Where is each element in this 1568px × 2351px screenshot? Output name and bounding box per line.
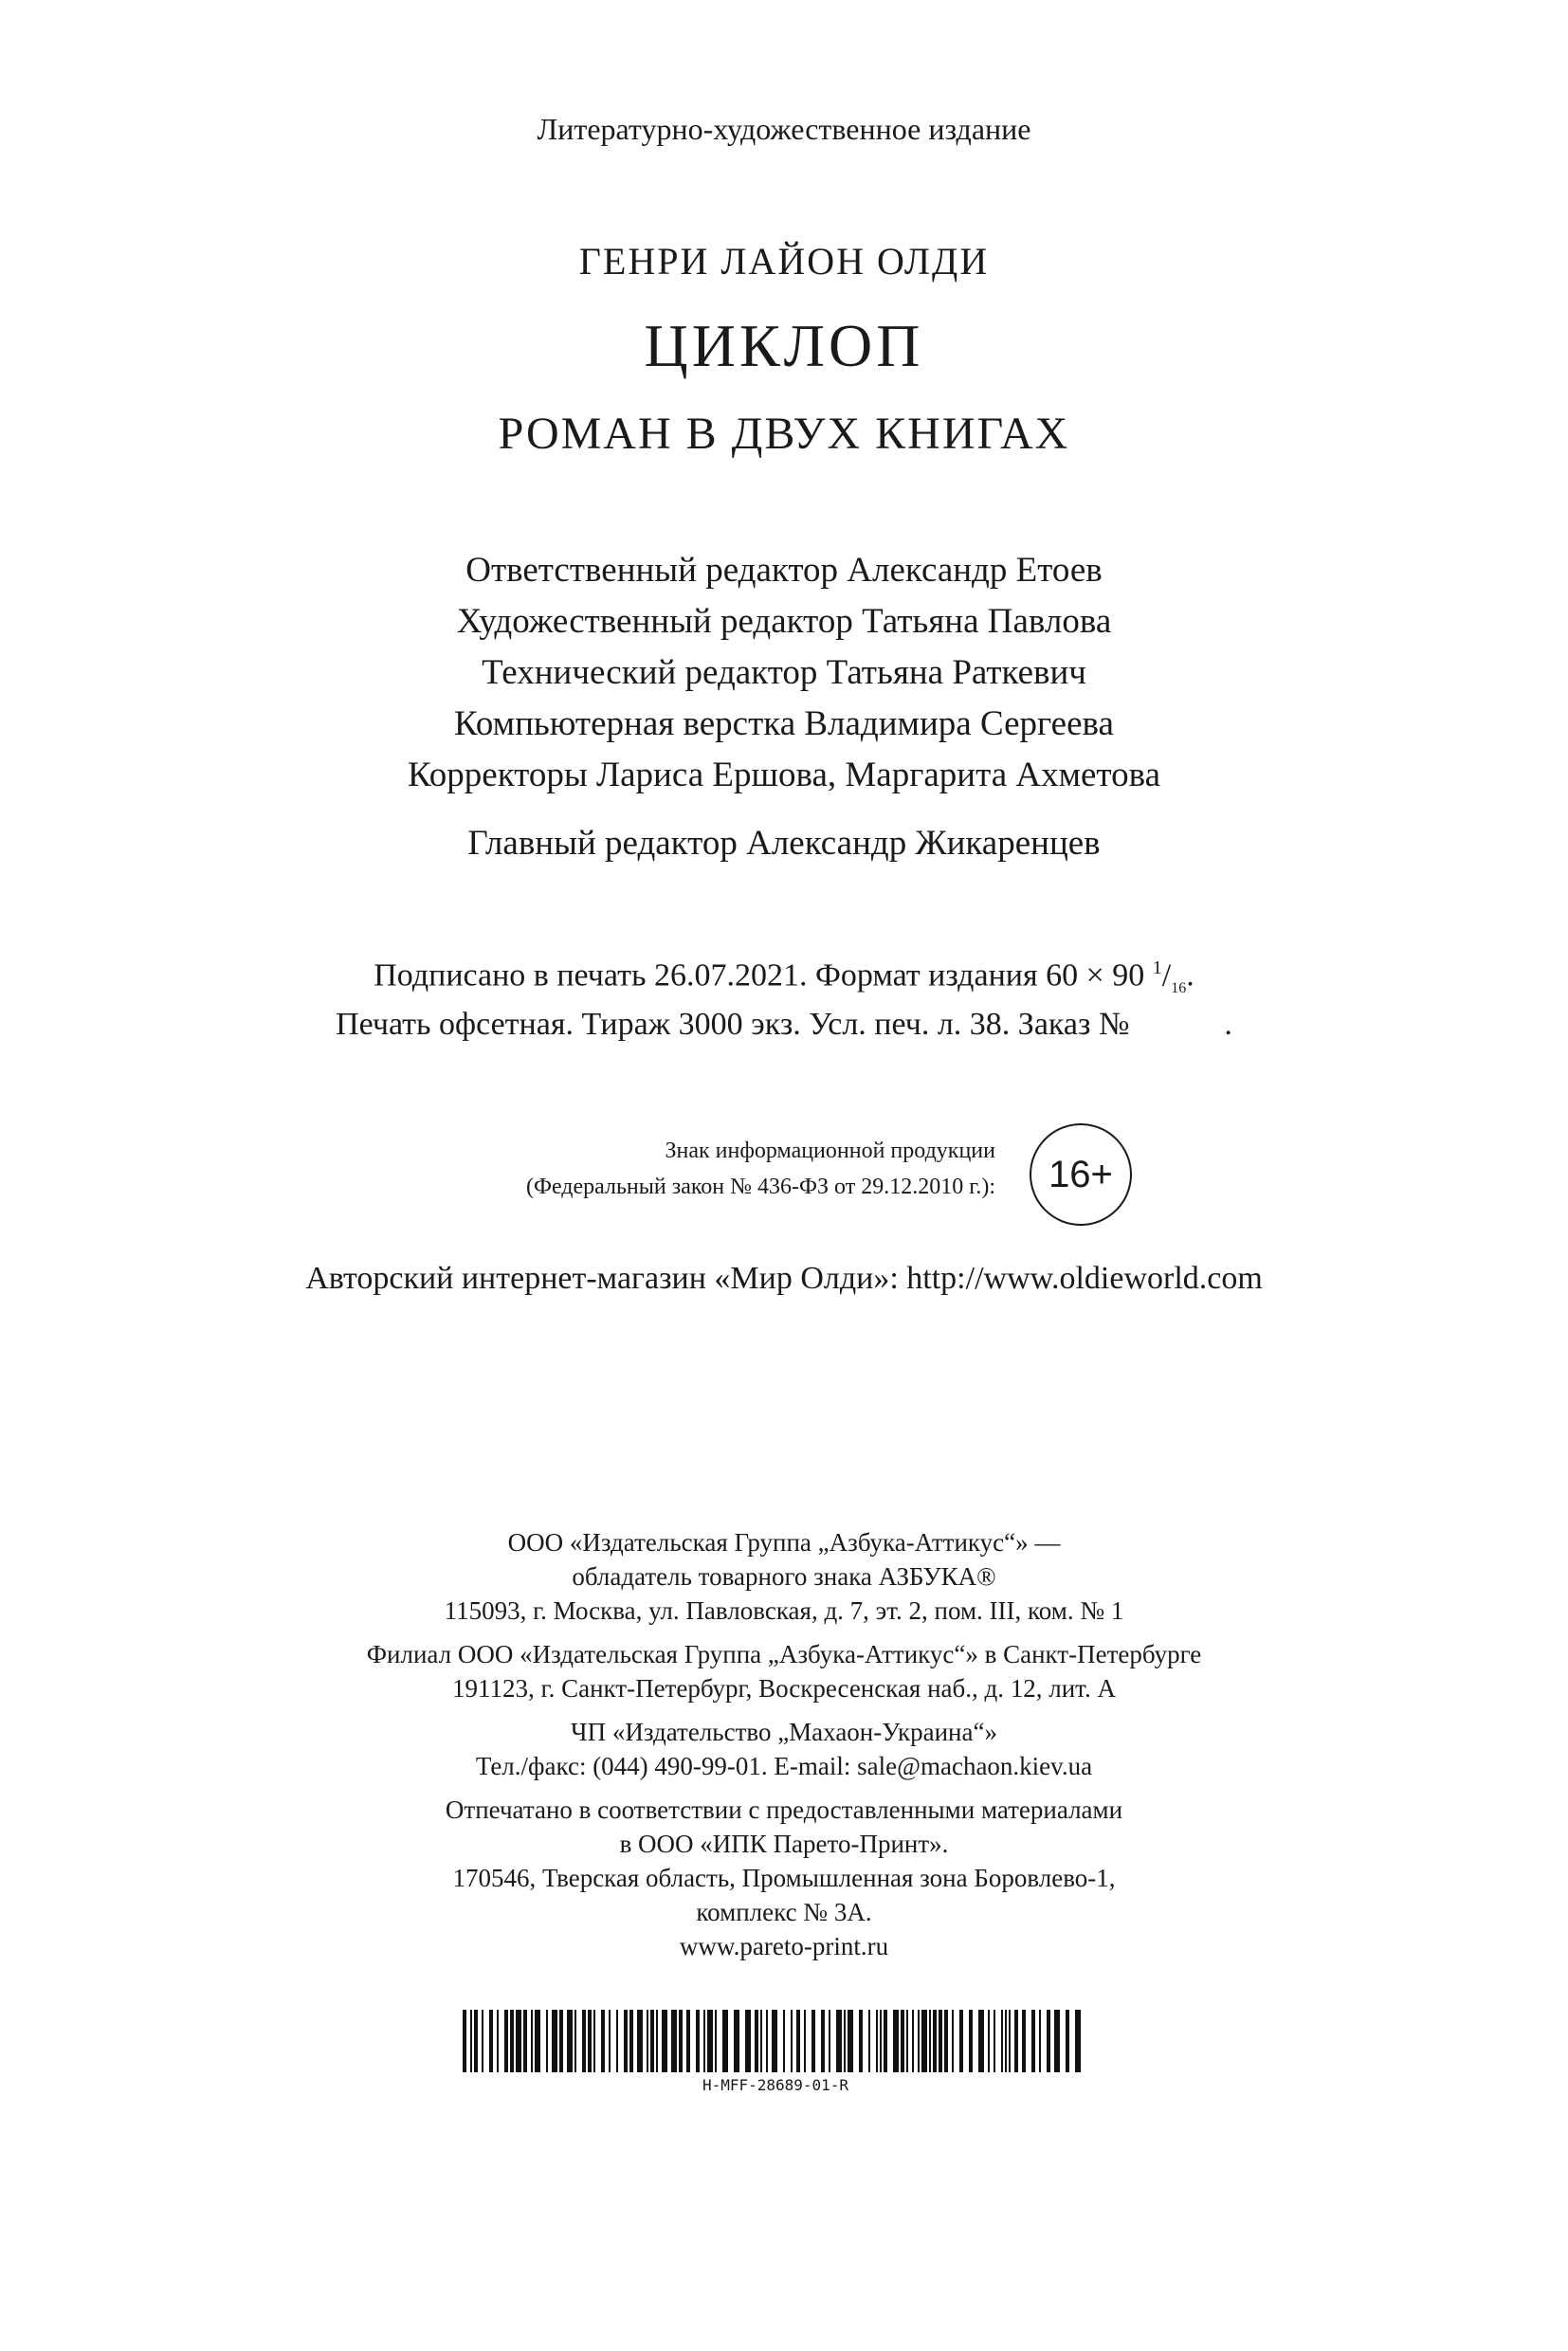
barcode-bar <box>868 2010 870 2072</box>
barcode-bar <box>918 2010 920 2072</box>
credit-line: Художественный редактор Татьяна Павлова <box>456 602 1112 641</box>
barcode-bar <box>1014 2010 1018 2072</box>
barcode-bar <box>1022 2010 1026 2072</box>
format-fraction-numerator: 1 <box>1152 957 1162 978</box>
barcode-bar <box>696 2010 700 2072</box>
age-rating-label-line: Знак информационной продукции <box>665 1139 995 1163</box>
chief-editor: Главный редактор Александр Жикаренцев <box>467 824 1101 863</box>
barcode-bar <box>772 2010 777 2072</box>
publisher-line: Филиал ООО «Издательская Группа „Азбука-Аттикус“» в Санкт-Петербурге <box>366 1640 1202 1668</box>
author-name: ГЕНРИ ЛАЙОН ОЛДИ <box>578 240 990 282</box>
barcode-bar <box>559 2010 563 2072</box>
print-info-text: Подписано в печать 26.07.2021. Формат издания 60 × 90 <box>374 957 1153 993</box>
barcode-bar <box>1075 2010 1081 2072</box>
publisher-line: www.pareto-print.ru <box>679 1932 889 1960</box>
publisher-line: ЧП «Издательство „Махаон-Украина“» <box>571 1718 997 1746</box>
publisher-line: 170546, Тверская область, Промышленная зона Боровлево-1, <box>452 1864 1116 1892</box>
barcode-bar <box>616 2010 618 2072</box>
barcode-bar <box>656 2010 658 2072</box>
barcode-bar <box>703 2010 705 2072</box>
barcode-bar <box>463 2010 466 2072</box>
barcode-bar <box>482 2010 483 2072</box>
book-title: ЦИКЛОП <box>644 312 924 379</box>
barcode-bar <box>637 2010 643 2072</box>
barcode-bar <box>796 2010 800 2072</box>
barcode-bar <box>535 2010 540 2072</box>
barcode-bar <box>933 2010 937 2072</box>
barcode-bar <box>516 2010 521 2072</box>
barcode-bar <box>715 2010 717 2072</box>
barcode-bar <box>912 2010 914 2072</box>
barcode-bar <box>939 2010 942 2072</box>
barcode-bar <box>504 2010 508 2072</box>
barcode-bar <box>859 2010 863 2072</box>
barcode-bar <box>969 2010 973 2072</box>
barcode-bar <box>804 2010 806 2072</box>
barcode-bar <box>1047 2010 1050 2072</box>
barcode-bar <box>876 2010 878 2072</box>
barcode-bar <box>821 2010 825 2072</box>
barcode-bar <box>489 2010 493 2072</box>
publisher-line: 191123, г. Санкт-Петербург, Воскресенская наб., д. 12, лит. А <box>452 1674 1116 1703</box>
barcode-bars <box>463 2010 1088 2074</box>
barcode-caption: H-MFF-28689-01-R <box>702 2076 849 2094</box>
barcode-bar <box>884 2010 887 2072</box>
barcode-bar <box>848 2010 853 2072</box>
barcode-bar <box>624 2010 628 2072</box>
barcode <box>463 2010 1088 2094</box>
barcode-bar <box>921 2010 927 2072</box>
barcode-bar <box>1054 2010 1060 2072</box>
credit-line: Компьютерная верстка Владимира Сергеева <box>454 704 1114 743</box>
publisher-line: Тел./факс: (044) 490-99-01. E-mail: sale@machaon.kiev.ua <box>475 1752 1093 1780</box>
barcode-bar <box>601 2010 605 2072</box>
barcode-bar <box>647 2010 648 2072</box>
print-info-end: . <box>1224 1007 1232 1042</box>
barcode-bar <box>929 2010 931 2072</box>
barcode-bar <box>609 2010 611 2072</box>
barcode-bar <box>901 2010 904 2072</box>
barcode-bar <box>629 2010 633 2072</box>
online-shop-line: Авторский интернет-магазин «Мир Олди»: http://www.oldieworld.com <box>305 1261 1263 1296</box>
publisher-line: ООО «Издательская Группа „Азбука-Аттикус“» — <box>507 1528 1061 1557</box>
barcode-bar <box>760 2010 762 2072</box>
barcode-bar <box>470 2010 472 2072</box>
barcode-bar <box>988 2010 990 2072</box>
book-subtitle: РОМАН В ДВУХ КНИГАХ <box>498 409 1070 459</box>
barcode-bar <box>959 2010 963 2072</box>
age-rating-badge: 16+ <box>1030 1123 1132 1226</box>
barcode-bar <box>593 2010 595 2072</box>
barcode-bar <box>880 2010 882 2072</box>
barcode-bar <box>546 2010 548 2072</box>
barcode-bar <box>734 2010 739 2072</box>
age-rating-label <box>526 1133 995 1205</box>
credit-line: Технический редактор Татьяна Раткевич <box>482 653 1086 692</box>
edition-type: Литературно-художественное издание <box>537 112 1031 146</box>
barcode-bar <box>707 2010 713 2072</box>
barcode-bar <box>952 2010 954 2072</box>
barcode-bar <box>1001 2010 1003 2072</box>
barcode-bar <box>650 2010 654 2072</box>
barcode-bar <box>671 2010 677 2072</box>
publisher-line: обладатель товарного знака АЗБУКА® <box>572 1562 996 1591</box>
barcode-bar <box>1005 2010 1007 2072</box>
barcode-bar <box>582 2010 586 2072</box>
barcode-bar <box>844 2010 846 2072</box>
publisher-line: 115093, г. Москва, ул. Павловская, д. 7, эт. 2, пом. III, ком. № 1 <box>444 1596 1124 1625</box>
print-info-end: . <box>1186 957 1194 993</box>
barcode-bar <box>811 2010 815 2072</box>
format-fraction-separator: / <box>1161 957 1172 993</box>
barcode-bar <box>686 2010 690 2072</box>
publisher-line: в ООО «ИПК Парето-Принт». <box>619 1830 949 1858</box>
barcode-bar <box>679 2010 683 2072</box>
barcode-bar <box>574 2010 576 2072</box>
barcode-bar <box>531 2010 533 2072</box>
barcode-bar <box>836 2010 842 2072</box>
credit-line: Ответственный редактор Александр Етоев <box>465 551 1103 590</box>
print-info-line-2 <box>0 1007 1568 1043</box>
barcode-bar <box>978 2010 984 2072</box>
barcode-bar <box>745 2010 751 2072</box>
print-info-text: Печать офсетная. Тираж 3000 экз. Усл. печ. л. 38. Заказ № <box>336 1007 1130 1042</box>
barcode-bar <box>944 2010 948 2072</box>
credit-line: Корректоры Лариса Ершова, Маргарита Ахметова <box>407 756 1161 794</box>
barcode-bar <box>523 2010 527 2072</box>
barcode-bar <box>1031 2010 1035 2072</box>
barcode-bar <box>552 2010 557 2072</box>
barcode-bar <box>1039 2010 1041 2072</box>
barcode-bar <box>722 2010 728 2072</box>
barcode-bar <box>567 2010 573 2072</box>
format-fraction-denominator: 16 <box>1171 980 1187 997</box>
barcode-bar <box>829 2010 830 2072</box>
barcode-bar <box>474 2010 478 2072</box>
publisher-line: Отпечатано в соответствии с предоставленными материалами <box>445 1795 1123 1824</box>
print-info-line-1 <box>0 957 1568 997</box>
barcode-bar <box>662 2010 667 2072</box>
barcode-bar <box>1066 2010 1069 2072</box>
barcode-bar <box>755 2010 758 2072</box>
barcode-bar <box>893 2010 899 2072</box>
barcode-bar <box>791 2010 793 2072</box>
barcode-bar <box>1009 2010 1011 2072</box>
age-rating-label-line: (Федеральный закон № 436-ФЗ от 29.12.2010 г.): <box>525 1175 995 1199</box>
barcode-bar <box>783 2010 785 2072</box>
barcode-bar <box>766 2010 768 2072</box>
barcode-bar <box>588 2010 592 2072</box>
barcode-bar <box>994 2010 995 2072</box>
barcode-bar <box>510 2010 514 2072</box>
barcode-bar <box>497 2010 499 2072</box>
publisher-line: комплекс № 3А. <box>696 1898 872 1926</box>
barcode-bar <box>906 2010 908 2072</box>
